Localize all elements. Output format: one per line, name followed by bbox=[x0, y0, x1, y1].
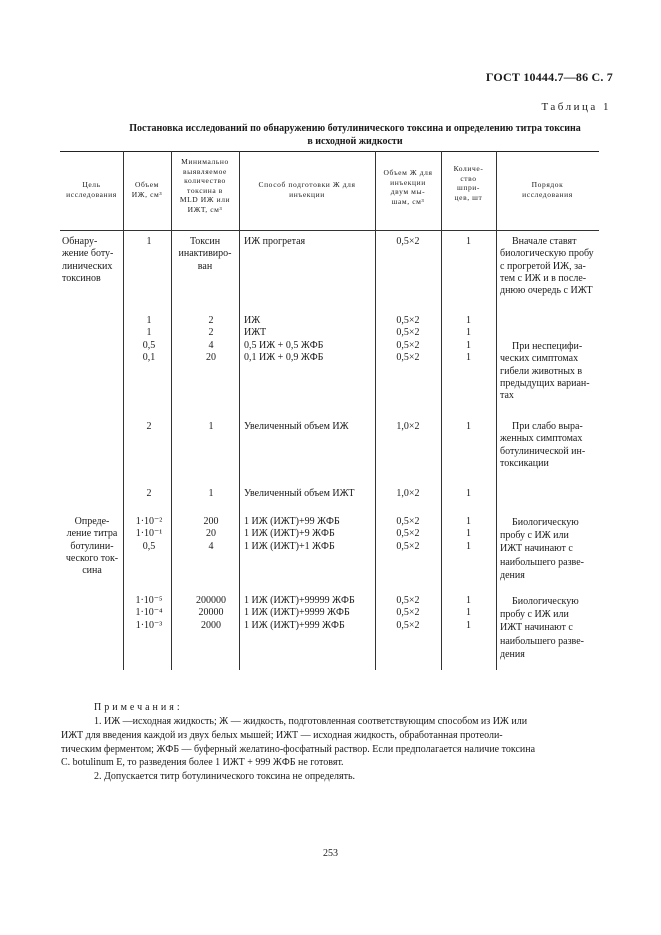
row-injection bbox=[375, 595, 441, 632]
method-value: 1 ИЖ (ИЖТ)+9 ЖФБ bbox=[244, 528, 335, 540]
row-syringes bbox=[441, 516, 496, 553]
syringes-value: 1 bbox=[466, 516, 471, 527]
header-text: ИЖ, см³ bbox=[131, 189, 163, 199]
row-volume bbox=[124, 516, 174, 553]
row-volume bbox=[124, 236, 174, 248]
row-method bbox=[244, 236, 374, 248]
order-line: ИЖТ начинают с bbox=[500, 622, 573, 634]
injection-value: 0,5×2 bbox=[396, 327, 420, 339]
caption-line: Постановка исследований по обнаружению ботулинического токсина и определению титра токсина bbox=[129, 123, 581, 134]
column-header-purpose bbox=[60, 180, 123, 199]
mld-value: ван bbox=[197, 260, 213, 272]
header-text: Минимально bbox=[181, 157, 229, 166]
injection-value: 0,5×2 bbox=[396, 528, 420, 540]
order-line: дения bbox=[500, 569, 525, 581]
row-injection bbox=[375, 315, 441, 364]
order-line: При неспецифи- bbox=[512, 341, 583, 352]
page-number: 253 bbox=[323, 848, 338, 859]
purpose-line: ческого ток- bbox=[65, 552, 119, 564]
method-value: Увеличенный объем ИЖТ bbox=[244, 488, 355, 499]
header-text: двум мы- bbox=[390, 187, 426, 197]
mld-value: инактивиро- bbox=[178, 248, 232, 260]
note-line: C. botulinum E, то разведения более 1 ИЖТ + 999 ЖФБ не готовят. bbox=[61, 757, 344, 769]
order-line: женных симптомах bbox=[500, 433, 583, 445]
purpose-line: сина bbox=[82, 565, 102, 577]
row-volume bbox=[124, 488, 174, 500]
syringes-value: 1 bbox=[466, 351, 471, 363]
order-line: Вначале ставят bbox=[512, 236, 577, 247]
row-order bbox=[500, 516, 599, 582]
note-2: 2. Допускается титр ботулинического токсина не определять. bbox=[94, 771, 356, 782]
injection-value: 0,5×2 bbox=[396, 351, 420, 363]
row-mld bbox=[171, 315, 251, 364]
row-volume bbox=[124, 595, 174, 632]
header-text: токсина в bbox=[187, 185, 223, 195]
injection-value: 0,5×2 bbox=[396, 516, 420, 527]
mld-value: 200000 bbox=[196, 595, 226, 606]
order-line: При слабо выра- bbox=[512, 421, 583, 432]
row-method bbox=[244, 595, 374, 632]
syringes-value: 1 bbox=[466, 607, 471, 619]
header-text: шам, см³ bbox=[391, 196, 425, 206]
header-text: MLD ИЖ или bbox=[179, 195, 231, 205]
method-value: 1 ИЖ (ИЖТ)+99 ЖФБ bbox=[244, 516, 340, 527]
notes bbox=[94, 701, 600, 715]
row-mld bbox=[171, 488, 251, 500]
mld-value: 1 bbox=[208, 488, 214, 499]
mld-value: 2 bbox=[208, 315, 214, 326]
table-number: Таблица 1 bbox=[541, 101, 611, 113]
row-order bbox=[500, 421, 599, 470]
injection-value: 1,0×2 bbox=[396, 488, 420, 499]
syringes-value: 1 bbox=[466, 236, 471, 247]
mld-value: 4 bbox=[208, 339, 214, 351]
volume-value: 1 bbox=[146, 236, 152, 247]
row-mld bbox=[171, 516, 251, 553]
column-header-order bbox=[496, 180, 599, 199]
mld-value: 200 bbox=[203, 516, 219, 527]
method-value: 1 ИЖ (ИЖТ)+1 ЖФБ bbox=[244, 540, 335, 552]
volume-value: 1·10⁻² bbox=[135, 516, 163, 527]
row-mld bbox=[171, 421, 251, 433]
table-top-rule bbox=[60, 151, 599, 152]
volume-value: 0,5 bbox=[142, 339, 156, 351]
volume-value: 1·10⁻³ bbox=[135, 619, 163, 631]
column-divider bbox=[239, 151, 240, 670]
row-syringes bbox=[441, 595, 496, 632]
injection-value: 0,5×2 bbox=[396, 339, 420, 351]
header-text: Объем bbox=[135, 180, 159, 189]
row-volume bbox=[124, 315, 174, 364]
method-value: 1 ИЖ (ИЖТ)+99999 ЖФБ bbox=[244, 595, 355, 606]
mld-value: 20000 bbox=[198, 607, 224, 619]
column-header-method bbox=[239, 180, 375, 199]
purpose-line: Обнару- bbox=[62, 236, 98, 247]
header-text: инъекции bbox=[289, 189, 325, 199]
syringes-value: 1 bbox=[466, 595, 471, 606]
method-value: 1 ИЖ (ИЖТ)+999 ЖФБ bbox=[244, 619, 345, 631]
row-order bbox=[500, 595, 599, 661]
purpose-line: ботулини- bbox=[70, 540, 114, 552]
order-line: Биологическую bbox=[512, 596, 579, 607]
syringes-value: 1 bbox=[466, 528, 471, 540]
purpose-detection bbox=[62, 236, 122, 285]
purpose-titer bbox=[62, 516, 122, 577]
row-method bbox=[244, 516, 374, 553]
mld-value: 2000 bbox=[201, 619, 221, 631]
volume-value: 2 bbox=[146, 421, 152, 432]
header-text: Объем Ж для bbox=[383, 168, 433, 177]
column-header-volume bbox=[123, 180, 171, 199]
syringes-value: 1 bbox=[466, 339, 471, 351]
column-divider bbox=[123, 151, 124, 670]
column-header-min-toxin bbox=[171, 157, 239, 215]
order-line: Биологическую bbox=[512, 517, 579, 528]
volume-value: 2 bbox=[146, 488, 152, 499]
row-syringes bbox=[441, 315, 496, 364]
row-method bbox=[244, 421, 374, 433]
volume-value: 1·10⁻⁴ bbox=[135, 607, 163, 619]
mld-value: 2 bbox=[208, 327, 214, 339]
purpose-line: токсинов bbox=[62, 272, 101, 284]
method-value: Увеличенный объем ИЖ bbox=[244, 421, 349, 432]
injection-value: 0,5×2 bbox=[396, 607, 420, 619]
notes-title: Примечания: bbox=[94, 702, 183, 713]
row-order bbox=[500, 236, 599, 297]
column-divider bbox=[496, 151, 497, 670]
volume-value: 1·10⁻¹ bbox=[135, 528, 163, 540]
order-line: дения bbox=[500, 648, 525, 660]
header-text: шпри- bbox=[456, 183, 481, 193]
column-divider bbox=[171, 151, 172, 670]
injection-value: 0,5×2 bbox=[396, 595, 420, 606]
purpose-line: жение боту- bbox=[62, 248, 114, 260]
row-injection bbox=[375, 516, 441, 553]
row-syringes bbox=[441, 421, 496, 433]
syringes-value: 1 bbox=[466, 327, 471, 339]
note-line: 1. ИЖ —исходная жидкость; Ж — жидкость, подготовленная соответствующим способом из ИЖ или bbox=[94, 716, 528, 727]
order-line: ботулинической ин- bbox=[500, 445, 586, 457]
row-injection bbox=[375, 236, 441, 248]
syringes-value: 1 bbox=[466, 540, 471, 552]
injection-value: 0,5×2 bbox=[396, 540, 420, 552]
purpose-line: ление титра bbox=[66, 528, 118, 540]
order-line: пробу с ИЖ или bbox=[500, 609, 569, 621]
table-caption bbox=[60, 122, 650, 148]
page-header: ГОСТ 10444.7—86 С. 7 bbox=[485, 70, 613, 84]
order-line: гибели животных в bbox=[500, 365, 583, 377]
header-text: Способ подготовки Ж для bbox=[258, 180, 356, 189]
note-line: тическим ферментом; ЖФБ — буферный желатино-фосфатный раствор. Если предполагается наличие токсина bbox=[61, 743, 536, 755]
volume-value: 1 bbox=[146, 315, 152, 326]
order-line: наибольшего разве- bbox=[500, 635, 584, 647]
row-order bbox=[500, 341, 599, 402]
mld-value: Токсин bbox=[189, 236, 221, 247]
row-mld bbox=[171, 236, 239, 273]
header-text: исследования bbox=[66, 189, 117, 199]
header-text: Порядок bbox=[531, 180, 564, 189]
purpose-line: Опреде- bbox=[74, 516, 110, 527]
header-text: ИЖТ, см³ bbox=[187, 204, 223, 214]
column-header-injection-volume bbox=[375, 168, 441, 206]
header-text: выявляемое bbox=[183, 166, 227, 176]
syringes-value: 1 bbox=[466, 488, 471, 499]
volume-value: 0,5 bbox=[142, 540, 156, 552]
header-text: исследования bbox=[522, 189, 573, 199]
header-text: инъекции bbox=[390, 177, 426, 187]
column-header-syringes bbox=[441, 164, 496, 202]
order-line: тах bbox=[500, 390, 514, 402]
mld-value: 20 bbox=[206, 351, 216, 363]
order-line: биологическую пробу bbox=[500, 248, 594, 260]
injection-value: 0,5×2 bbox=[396, 619, 420, 631]
order-line: пробу с ИЖ или bbox=[500, 530, 569, 542]
order-line: днюю очередь с ИЖТ bbox=[500, 285, 593, 297]
injection-value: 0,5×2 bbox=[396, 315, 420, 326]
row-mld bbox=[171, 595, 251, 632]
method-value: 1 ИЖ (ИЖТ)+9999 ЖФБ bbox=[244, 607, 350, 619]
syringes-value: 1 bbox=[466, 421, 471, 432]
row-injection bbox=[375, 421, 441, 433]
injection-value: 0,5×2 bbox=[396, 236, 420, 247]
order-line: наибольшего разве- bbox=[500, 556, 584, 568]
caption-line: в исходной жидкости bbox=[307, 136, 403, 147]
syringes-value: 1 bbox=[466, 315, 471, 326]
row-injection bbox=[375, 488, 441, 500]
order-line: с прогретой ИЖ, за- bbox=[500, 260, 586, 272]
method-value: ИЖТ bbox=[244, 327, 267, 339]
method-value: ИЖ bbox=[244, 315, 261, 326]
volume-value: 0,1 bbox=[142, 351, 156, 363]
method-value: 0,5 ИЖ + 0,5 ЖФБ bbox=[244, 339, 324, 351]
note-line: ИЖТ для введения каждой из двух белых мышей; ИЖТ — исходная жидкость, обработанная протеоли- bbox=[61, 729, 503, 741]
method-value: ИЖ прогретая bbox=[244, 236, 306, 247]
header-text: цев, шт bbox=[454, 192, 483, 202]
note-1 bbox=[61, 715, 600, 770]
mld-value: 4 bbox=[208, 540, 214, 552]
order-line: тем с ИЖ и в после- bbox=[500, 272, 587, 284]
row-volume bbox=[124, 421, 174, 433]
purpose-line: линических bbox=[62, 260, 113, 272]
header-text: ство bbox=[460, 173, 477, 183]
order-line: ИЖТ начинают с bbox=[500, 543, 573, 555]
row-method bbox=[244, 488, 374, 500]
mld-value: 20 bbox=[206, 528, 216, 540]
header-text: Цель bbox=[82, 180, 101, 189]
injection-value: 1,0×2 bbox=[396, 421, 420, 432]
order-line: предыдущих вариан- bbox=[500, 377, 590, 389]
syringes-value: 1 bbox=[466, 619, 471, 631]
row-syringes bbox=[441, 488, 496, 500]
row-syringes bbox=[441, 236, 496, 248]
volume-value: 1·10⁻⁵ bbox=[135, 595, 163, 606]
header-bottom-rule bbox=[60, 230, 599, 231]
header-text: количество bbox=[184, 176, 226, 186]
volume-value: 1 bbox=[146, 327, 152, 339]
mld-value: 1 bbox=[208, 421, 214, 432]
column-divider bbox=[441, 151, 442, 670]
method-value: 0,1 ИЖ + 0,9 ЖФБ bbox=[244, 351, 324, 363]
order-line: ческих симптомах bbox=[500, 353, 579, 365]
row-method bbox=[244, 315, 374, 364]
header-text: Количе- bbox=[453, 164, 484, 173]
order-line: токсикации bbox=[500, 457, 549, 469]
column-divider bbox=[375, 151, 376, 670]
